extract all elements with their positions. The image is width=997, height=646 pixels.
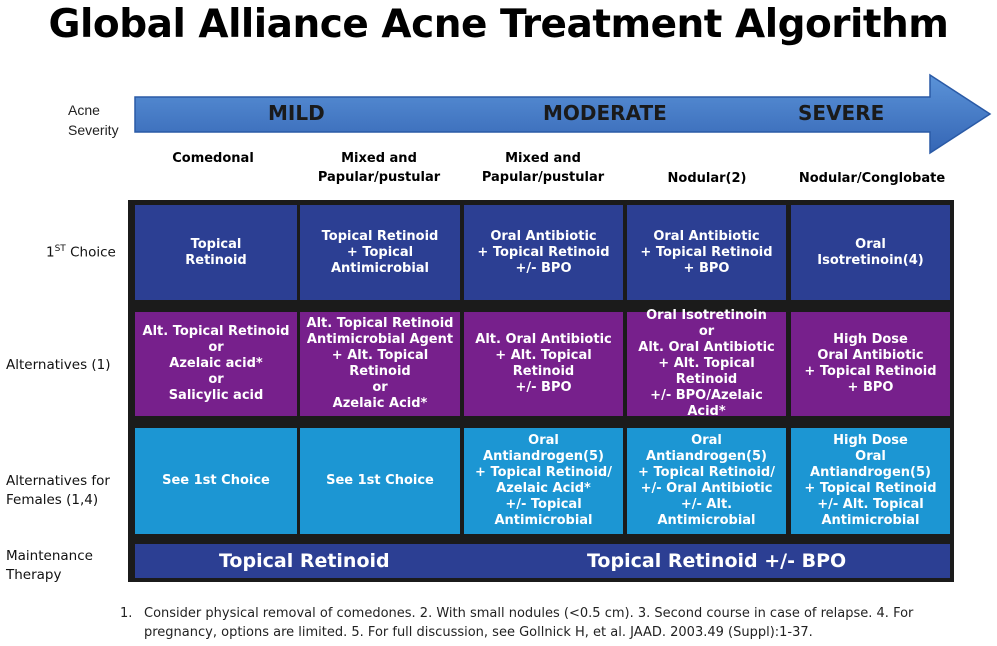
cell-text-line: Topical Retinoid: [321, 228, 439, 244]
females-cell: [627, 428, 786, 534]
alternatives-cell: [627, 308, 786, 419]
cell-text-line: or: [372, 380, 388, 395]
cell-text-line: Topical: [190, 236, 242, 252]
cell-text-line: Oral Antibiotic: [490, 228, 597, 244]
cell-text-line: Alt. Oral Antibiotic: [475, 332, 612, 347]
alternatives-cell: [791, 312, 950, 416]
first-choice-cell: [464, 205, 623, 300]
cell-text-line: High Dose: [833, 433, 908, 448]
severity-mild: MILD: [268, 101, 325, 125]
cell-text-line: +/- BPO: [515, 260, 572, 276]
cell-text-line: Alt. Topical Retinoid: [142, 324, 290, 339]
row-label-alternatives: Alternatives (1): [6, 357, 111, 373]
row-label-maintenance: [6, 547, 93, 585]
cell-text-line: Isotretinoin(4): [817, 252, 924, 268]
cell-text-line: Oral Antiandrogen(5): [483, 433, 604, 464]
cell-text-line: +/- Alt. Topical: [817, 497, 924, 512]
females-cell: [135, 428, 297, 534]
cell-text-line: See 1st Choice: [162, 473, 270, 488]
column-header-line: Papular/pustular: [481, 170, 605, 185]
cell-text-line: + BPO: [847, 380, 894, 395]
cell-text-line: Alt. Topical Retinoid: [306, 316, 454, 331]
column-header-line: Mixed and: [341, 151, 417, 166]
column-header-mixed-mild: [298, 148, 460, 188]
females-cell: [464, 428, 623, 534]
row-label-females: [6, 472, 110, 510]
first-choice-cell: [791, 205, 950, 300]
cell-text-line: + Topical Retinoid: [804, 481, 937, 496]
cell-text-line: or: [698, 324, 715, 339]
row-label-part: 1: [46, 244, 55, 261]
cell-text-line: Oral: [855, 236, 886, 252]
row-label-part: Choice: [65, 244, 116, 261]
row-label-line: Therapy: [6, 567, 62, 583]
females-cell: [300, 428, 460, 534]
cell-text-line: +/- Topical: [505, 497, 582, 512]
cell-text-line: or: [208, 340, 224, 355]
cell-text-line: + Topical Retinoid: [477, 244, 610, 260]
cell-text-line: +/- Alt. Antimicrobial: [657, 497, 756, 528]
cell-text-line: +/- BPO: [515, 380, 572, 395]
cell-text-line: Antimicrobial Agent: [306, 332, 454, 347]
row-label-first-choice: [46, 240, 116, 263]
cell-text-line: Oral Antibiotic: [817, 348, 924, 363]
cell-text-line: + Alt. Topical Retinoid: [658, 356, 755, 387]
cell-text-line: Azelaic acid*: [169, 356, 263, 371]
first-choice-cell: [300, 205, 460, 300]
row-label-line: Females (1,4): [6, 492, 99, 508]
column-header-comedonal: [128, 148, 298, 168]
column-header-line: Nodular/Conglobate: [798, 170, 946, 186]
females-cell: [791, 428, 950, 534]
maintenance-right: Topical Retinoid +/- BPO: [587, 550, 847, 572]
footnote-line2: pregnancy, options are limited. 5. For full discussion, see Gollnick H, et al. JAAD. 2003.49 (Suppl):1-37.: [144, 625, 813, 640]
row-label-line: Alternatives for: [6, 473, 110, 489]
severity-label-line1: Acne: [68, 102, 100, 118]
cell-text-line: +/- Oral Antibiotic: [640, 481, 773, 496]
cell-text-line: Antimicrobial: [494, 513, 593, 528]
column-header-line: Papular/pustular: [317, 170, 441, 185]
cell-text-line: Oral Antiandrogen(5): [646, 433, 767, 464]
column-header-nodular: [626, 158, 788, 198]
cell-text-line: See 1st Choice: [326, 473, 434, 488]
cell-text-line: + Topical Retinoid/: [638, 465, 775, 480]
cell-text-line: + Alt. Topical Retinoid: [495, 348, 592, 379]
cell-text-line: + Alt. Topical Retinoid: [331, 348, 429, 379]
cell-text-line: + Topical Retinoid/: [475, 465, 612, 480]
cell-text-line: + Topical Retinoid: [804, 364, 937, 379]
cell-text-line: Oral Antiandrogen(5): [810, 449, 931, 480]
cell-text-line: + BPO: [683, 260, 730, 276]
maintenance-bar: [135, 544, 950, 578]
first-choice-cell: [135, 205, 297, 300]
cell-text-line: Antimicrobial: [821, 513, 920, 528]
alternatives-cell: [300, 312, 460, 416]
cell-text-line: + Topical Antimicrobial: [330, 244, 430, 276]
page-title: Global Alliance Acne Treatment Algorithm: [48, 2, 949, 47]
column-header-mixed-moderate: [462, 148, 624, 188]
severity-severe: SEVERE: [798, 101, 885, 125]
footnote: [120, 604, 913, 642]
row-label-line: Maintenance: [6, 548, 93, 564]
row-label-sup: ST: [54, 244, 66, 254]
severity-moderate: MODERATE: [543, 101, 667, 125]
cell-text-line: Retinoid: [185, 252, 247, 268]
alternatives-cell: [135, 312, 297, 416]
footnote-number: 1.: [120, 606, 133, 621]
cell-text-line: or: [208, 372, 224, 387]
footnote-line1: Consider physical removal of comedones. 2. With small nodules (<0.5 cm). 3. Second course in case of relapse. 4. For: [144, 606, 914, 621]
cell-text-line: Azelaic Acid*: [496, 481, 591, 496]
cell-text-line: High Dose: [833, 332, 908, 347]
severity-label-line2: Severity: [68, 122, 119, 138]
cell-text-line: Oral Isotretinoin: [646, 308, 767, 323]
cell-text-line: Alt. Oral Antibiotic: [638, 340, 775, 355]
cell-text-line: +/- BPO/Azelaic Acid*: [650, 388, 763, 419]
column-header-line: Mixed and: [505, 151, 581, 166]
column-header-nodular-conglobate: [790, 158, 954, 198]
first-choice-cell: [627, 205, 786, 300]
cell-text-line: Oral Antibiotic: [653, 228, 760, 244]
column-header-line: Nodular(2): [667, 170, 747, 186]
column-header-line: Comedonal: [172, 150, 254, 166]
alternatives-cell: [464, 312, 623, 416]
maintenance-left: Topical Retinoid: [219, 550, 390, 572]
cell-text-line: Salicylic acid: [168, 388, 264, 403]
cell-text-line: Azelaic Acid*: [332, 396, 428, 411]
cell-text-line: + Topical Retinoid: [640, 244, 773, 260]
